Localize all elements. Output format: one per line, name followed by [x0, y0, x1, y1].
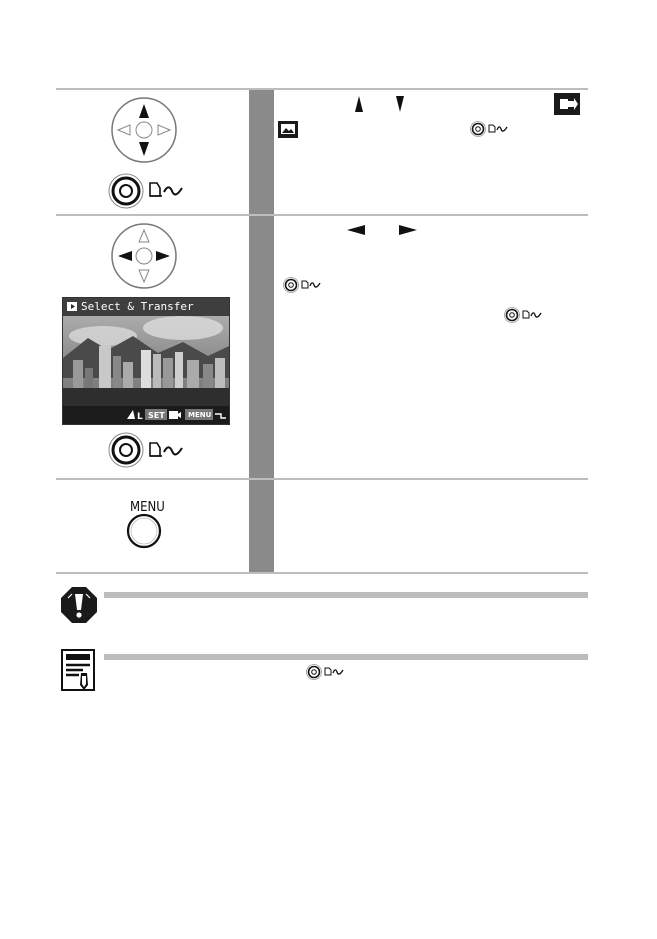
lcd-title: Select & Transfer — [81, 300, 194, 313]
svg-text:L: L — [137, 412, 143, 422]
dpad-left-right-icon — [110, 222, 178, 290]
up-arrow-icon — [354, 95, 364, 113]
rule-step1-end — [56, 214, 588, 216]
down-arrow-icon — [395, 95, 405, 113]
print-share-icon — [148, 440, 184, 460]
print-share-icon — [324, 666, 344, 677]
caution-icon — [60, 586, 98, 624]
lcd-menu-label: MENU — [188, 411, 212, 419]
menu-button-label: MENU — [130, 500, 165, 515]
print-share-icon — [522, 309, 542, 320]
left-arrow-icon — [346, 224, 366, 236]
set-button-icon — [306, 664, 322, 680]
caution-rule — [104, 592, 588, 598]
set-button-icon — [504, 307, 520, 323]
menu-button-icon — [127, 514, 161, 548]
rule-top — [56, 88, 588, 90]
step-bar-3 — [249, 480, 274, 572]
print-share-icon — [488, 123, 508, 134]
set-button-icon — [283, 277, 299, 293]
print-share-icon — [148, 180, 184, 200]
step-bar-1 — [249, 90, 274, 214]
note-icon — [61, 649, 95, 691]
lcd-set-label: SET — [148, 411, 165, 420]
camera-lcd-screen — [62, 297, 230, 425]
set-button-icon — [108, 432, 144, 468]
dpad-up-down-icon — [110, 96, 178, 164]
right-arrow-icon — [398, 224, 418, 236]
transfer-mode-icon — [554, 93, 580, 115]
rule-step2-end — [56, 478, 588, 480]
rule-step3-end — [56, 572, 588, 574]
lcd-photo — [63, 298, 229, 424]
note-rule — [104, 654, 588, 660]
set-button-icon — [470, 121, 486, 137]
step-bar-2 — [249, 216, 274, 478]
set-button-icon — [108, 173, 144, 209]
print-share-icon — [301, 279, 321, 290]
single-image-icon — [278, 121, 298, 138]
